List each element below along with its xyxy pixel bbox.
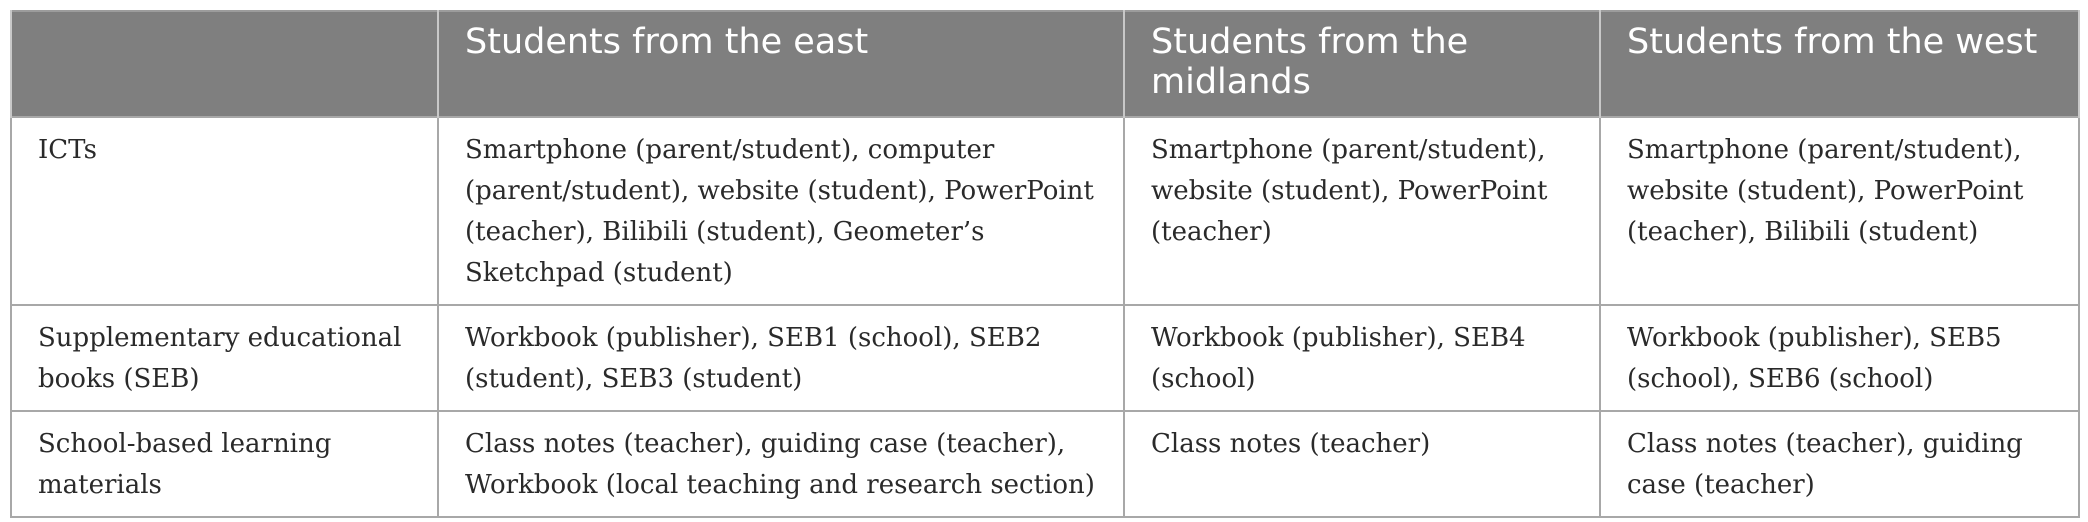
header-cell-midlands: Students from the midlands: [1124, 11, 1600, 117]
table-container: [10, 10, 2078, 518]
table-row: [11, 305, 2079, 411]
cell-midlands: Class notes (teacher): [1124, 411, 1600, 517]
cell-west: Smartphone (parent/student), website (student), PowerPoint (teacher), Bilibili (student): [1600, 117, 2079, 305]
table-row: [11, 411, 2079, 517]
header-cell-east: Students from the east: [438, 11, 1124, 117]
table-header: [11, 11, 2079, 117]
cell-east: Smartphone (parent/student), computer (parent/student), website (student), PowerPoint (teacher), Bilibili (student), Geometer’s Sketchpad (student): [438, 117, 1124, 305]
cell-midlands: Smartphone (parent/student), website (student), PowerPoint (teacher): [1124, 117, 1600, 305]
materials-table: [10, 10, 2080, 518]
table-body: [11, 117, 2079, 517]
cell-east: Workbook (publisher), SEB1 (school), SEB2 (student), SEB3 (student): [438, 305, 1124, 411]
row-label: Supplementary educational books (SEB): [11, 305, 438, 411]
row-label: School-based learning materials: [11, 411, 438, 517]
cell-east: Class notes (teacher), guiding case (teacher), Workbook (local teaching and research section): [438, 411, 1124, 517]
header-cell-empty: [11, 11, 438, 117]
cell-west: Class notes (teacher), guiding case (teacher): [1600, 411, 2079, 517]
cell-west: Workbook (publisher), SEB5 (school), SEB6 (school): [1600, 305, 2079, 411]
header-row: [11, 11, 2079, 117]
cell-midlands: Workbook (publisher), SEB4 (school): [1124, 305, 1600, 411]
table-row: [11, 117, 2079, 305]
header-cell-west: Students from the west: [1600, 11, 2079, 117]
row-label: ICTs: [11, 117, 438, 305]
